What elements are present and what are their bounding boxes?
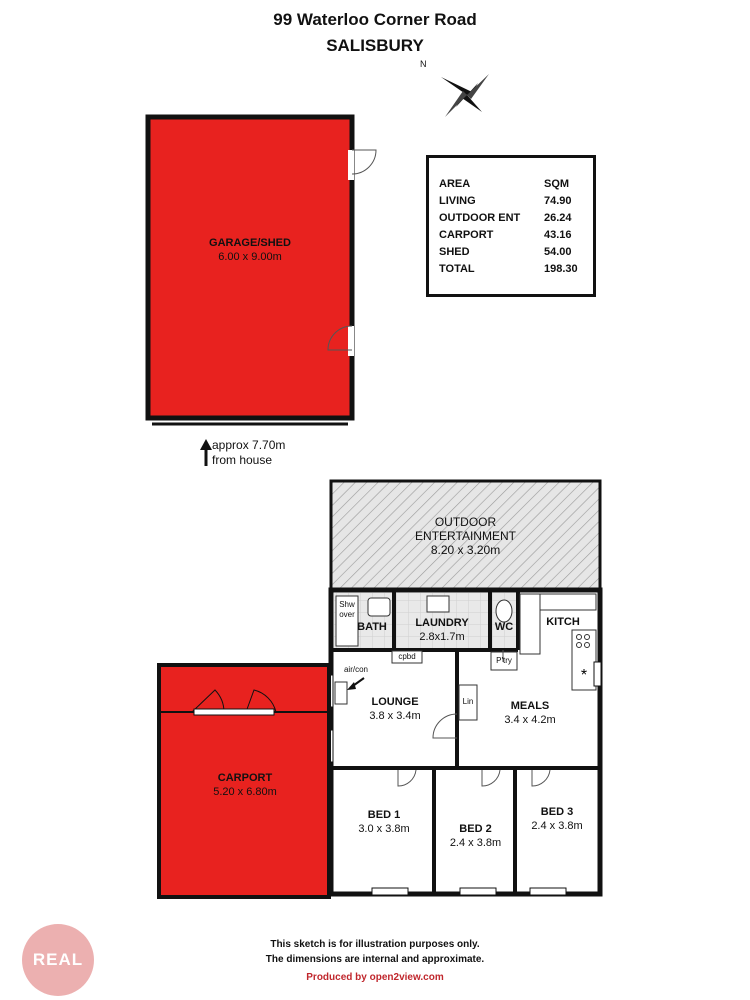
- north-label: N: [420, 59, 427, 69]
- area-row-value: 74.90: [544, 195, 572, 207]
- disclaimer-line-2: The dimensions are internal and approximate.: [265, 954, 485, 965]
- room-label-meals: [480, 699, 580, 727]
- appliance-icon: *: [580, 667, 588, 684]
- room-name: MEALS: [510, 700, 550, 712]
- room-name: WC: [494, 621, 514, 633]
- logo-text: REAL: [32, 950, 84, 969]
- laundry-trough: [427, 596, 449, 612]
- room-name: BATH: [357, 621, 387, 633]
- area-row-label: TOTAL: [439, 263, 475, 275]
- room-name-2: ENTERTAINMENT: [415, 529, 516, 543]
- room-dims: 8.20 x 3.20m: [430, 543, 501, 557]
- room-name: OUTDOOR: [434, 515, 497, 529]
- room-label-carport: [160, 771, 330, 799]
- shower-label: [336, 600, 358, 620]
- arrow-up-icon: [200, 439, 212, 466]
- room-name: BED 1: [367, 809, 401, 821]
- distance-line-1: approx 7.70m: [212, 438, 286, 452]
- bath-basin: [368, 598, 390, 616]
- room-label-bed3: [517, 805, 597, 833]
- address-line-1: 99 Waterloo Corner Road: [273, 10, 477, 29]
- aircon-label: air/con: [343, 665, 368, 674]
- room-label-garage: [150, 236, 350, 264]
- carport-door-opening: [194, 709, 274, 715]
- area-row-value: 26.24: [544, 212, 572, 224]
- room-dims: 3.4 x 4.2m: [504, 714, 556, 726]
- room-name: GARAGE/SHED: [209, 237, 291, 249]
- area-row-total: [439, 263, 589, 279]
- shower-text-2: over: [339, 610, 355, 619]
- distance-line-2: from house: [212, 453, 273, 467]
- garage-door-swing-top: [348, 150, 376, 180]
- room-dims: 3.8 x 3.4m: [369, 710, 421, 722]
- distance-note: [212, 438, 285, 468]
- room-name: LAUNDRY: [415, 617, 469, 629]
- room-name: CARPORT: [217, 772, 273, 784]
- area-row-shed: [439, 246, 589, 262]
- area-row-value: 43.16: [544, 229, 572, 241]
- room-label-bed1: [334, 808, 434, 836]
- address-line-2: SALISBURY: [326, 36, 424, 55]
- area-row-value: 54.00: [544, 246, 572, 258]
- room-dims: 3.0 x 3.8m: [358, 823, 410, 835]
- room-label-bath: [354, 620, 390, 634]
- room-label-laundry: [396, 616, 488, 644]
- area-header-label: AREA: [439, 178, 471, 190]
- area-table: [426, 155, 596, 297]
- room-name: BED 2: [459, 823, 492, 835]
- area-row-label: LIVING: [439, 195, 476, 207]
- area-row-carport: [439, 229, 589, 245]
- room-dims: 2.4 x 3.8m: [449, 837, 502, 849]
- produced-prefix: Produced by: [306, 972, 370, 983]
- area-row-label: OUTDOOR ENT: [439, 212, 521, 224]
- area-row-value: 198.30: [544, 263, 578, 275]
- disclaimer-line-1: This sketch is for illustration purposes only.: [270, 939, 480, 950]
- room-dims: 5.20 x 6.80m: [213, 786, 277, 798]
- linen-label: Lin: [462, 697, 474, 706]
- area-header-unit: SQM: [544, 178, 570, 190]
- room-dims: 2.4 x 3.8m: [531, 820, 583, 832]
- toilet-icon: [496, 600, 512, 622]
- area-row-label: CARPORT: [439, 229, 494, 241]
- room-label-outdoor: [331, 515, 600, 557]
- room-dims: 6.00 x 9.00m: [218, 251, 282, 263]
- shower-text: Shw: [339, 600, 355, 609]
- area-header-row: [439, 178, 589, 194]
- room-dims: 2.8x1.7m: [419, 631, 465, 643]
- room-label-kitchen: [540, 615, 586, 629]
- produced-site[interactable]: open2view.com: [369, 972, 444, 983]
- pantry-label: P'try: [496, 656, 512, 665]
- room-name: BED 3: [540, 806, 574, 818]
- room-label-lounge: [340, 695, 450, 723]
- room-name: KITCH: [546, 616, 580, 628]
- room-label-wc: [490, 620, 518, 634]
- compass-icon: [441, 74, 489, 117]
- cupboard-label: cpbd: [398, 652, 416, 661]
- garage-shed-area: [148, 117, 352, 418]
- produced-by: [0, 971, 750, 985]
- area-row-outdoor: [439, 212, 589, 228]
- room-name: LOUNGE: [371, 696, 419, 708]
- real-logo: [22, 924, 94, 996]
- area-row-label: SHED: [439, 246, 470, 258]
- room-label-bed2: [436, 822, 515, 850]
- area-row-living: [439, 195, 589, 211]
